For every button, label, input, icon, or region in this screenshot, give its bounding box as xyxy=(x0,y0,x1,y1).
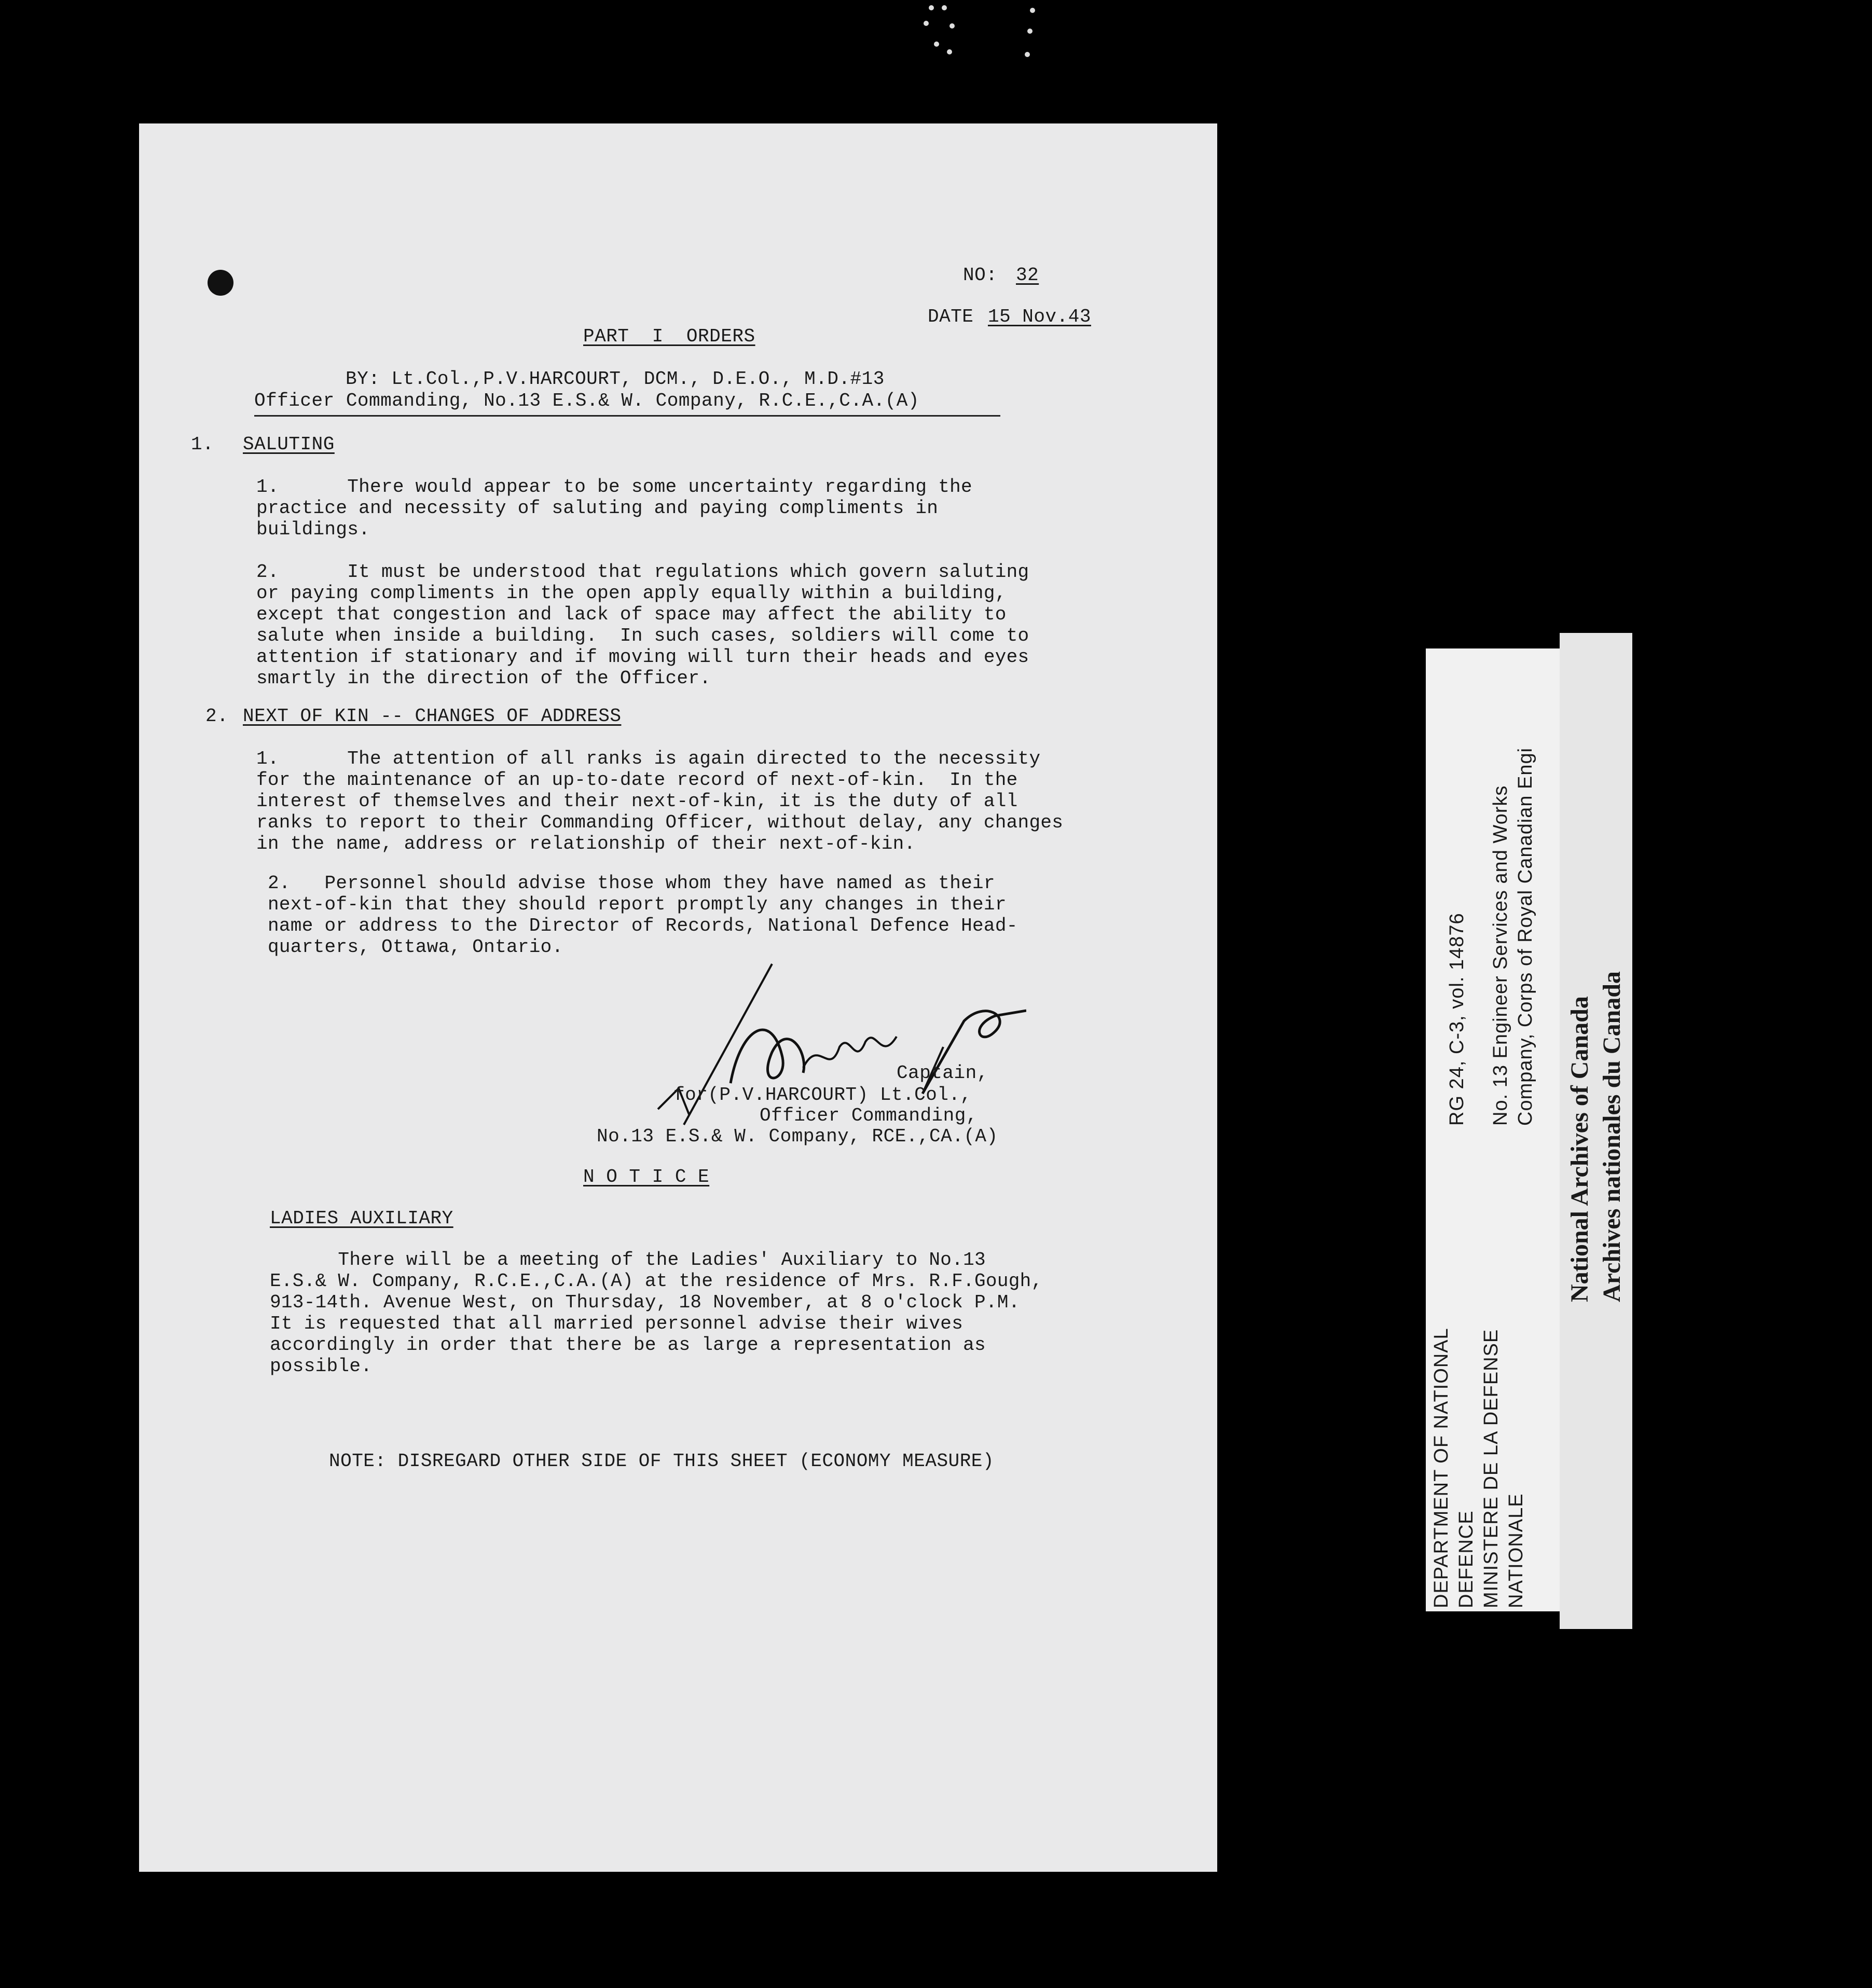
section2-number: 2. xyxy=(205,706,229,727)
signature-for-line: for(P.V.HARCOURT) Lt.Col., xyxy=(673,1084,972,1106)
document-page xyxy=(139,123,1217,1872)
archive-name-fr: Archives nationales du Canada xyxy=(1598,971,1626,1302)
order-number-value: 32 xyxy=(1016,265,1039,286)
section1-paragraph2: 2. It must be understood that regulations which govern saluting or paying compliments in the open apply equally within a building, except that congestion and lack of space may affect the ability to salute when inside a building. In such cases, soldiers will come to attention if stationary and if moving will turn their heads and eyes smartly in the direction of the Officer. xyxy=(256,561,1029,689)
order-number-label: NO: xyxy=(963,265,998,286)
archive-dept-line4: NATIONALE xyxy=(1505,1493,1527,1608)
signature-title: Officer Commanding, xyxy=(760,1105,978,1126)
section1-paragraph1: 1. There would appear to be some uncertainty regarding the practice and necessity of saluting and paying compliments in buildings. xyxy=(256,476,972,540)
signature-unit: No.13 E.S.& W. Company, RCE.,CA.(A) xyxy=(597,1126,998,1147)
punch-hole xyxy=(208,270,233,296)
page-title: PART I ORDERS xyxy=(583,326,755,347)
officer-line-underline xyxy=(254,415,1000,417)
footer-note: NOTE: DISREGARD OTHER SIDE OF THIS SHEET (ECONOMY MEASURE) xyxy=(329,1451,995,1472)
archive-dept-line2: DEFENCE xyxy=(1455,1510,1477,1608)
notice-body: There will be a meeting of the Ladies' Auxiliary to No.13 E.S.& W. Company, R.C.E.,C.A.(A) at the residence of Mrs. R.F.Gough, 913-14th. Avenue West, on Thursday, 18 November, at 8 o'clock P.M. It is requested that all married personnel advise their wives accordingly in order that there be as large a representation as possible. xyxy=(270,1249,1043,1377)
section2-paragraph2: 2. Personnel should advise those whom they have named as their next-of-kin that they should report promptly any changes in their name or address to the Director of Records, National Defence Head- quarters, Ottawa, Ontario. xyxy=(268,873,1018,958)
archive-reference: RG 24, C-3, vol. 14876 xyxy=(1446,913,1468,1126)
date-value: 15 Nov.43 xyxy=(988,306,1091,327)
section2-paragraph1: 1. The attention of all ranks is again directed to the necessity for the maintenance of an up-to-date record of next-of-kin. In the interest of themselves and their next-of-kin, it is the duty of all ranks to report to their Commanding Officer, without delay, any changes in the name, address or relationship of their next-of-kin. xyxy=(256,748,1064,854)
archive-label xyxy=(1426,648,1560,1611)
signature-rank: Captain, xyxy=(897,1062,988,1084)
archive-name xyxy=(1564,971,1628,1302)
by-line: BY: Lt.Col.,P.V.HARCOURT, DCM., D.E.O., M.D.#13 xyxy=(346,368,885,390)
officer-line: Officer Commanding, No.13 E.S.& W. Company, R.C.E.,C.A.(A) xyxy=(254,390,920,411)
archive-logo-strip xyxy=(1560,633,1632,1629)
archive-description xyxy=(1488,748,1538,1126)
archive-dept-line1: DEPARTMENT OF NATIONAL xyxy=(1430,1328,1452,1608)
archive-department xyxy=(1429,1328,1529,1608)
date-label: DATE xyxy=(928,306,974,327)
section1-number: 1. xyxy=(191,434,214,455)
archive-desc-line1: No. 13 Engineer Services and Works xyxy=(1490,785,1511,1126)
archive-desc-line2: Company, Corps of Royal Canadian Engi xyxy=(1515,747,1536,1126)
notice-heading: N O T I C E xyxy=(583,1166,710,1188)
archive-dept-line3: MINISTERE DE LA DEFENSE xyxy=(1480,1329,1502,1608)
section2-heading: NEXT OF KIN -- CHANGES OF ADDRESS xyxy=(243,706,622,727)
section1-heading: SALUTING xyxy=(243,434,335,455)
archive-name-en: National Archives of Canada xyxy=(1566,996,1593,1302)
notice-subheading: LADIES AUXILIARY xyxy=(270,1208,453,1229)
film-edge-marks xyxy=(918,0,1074,62)
